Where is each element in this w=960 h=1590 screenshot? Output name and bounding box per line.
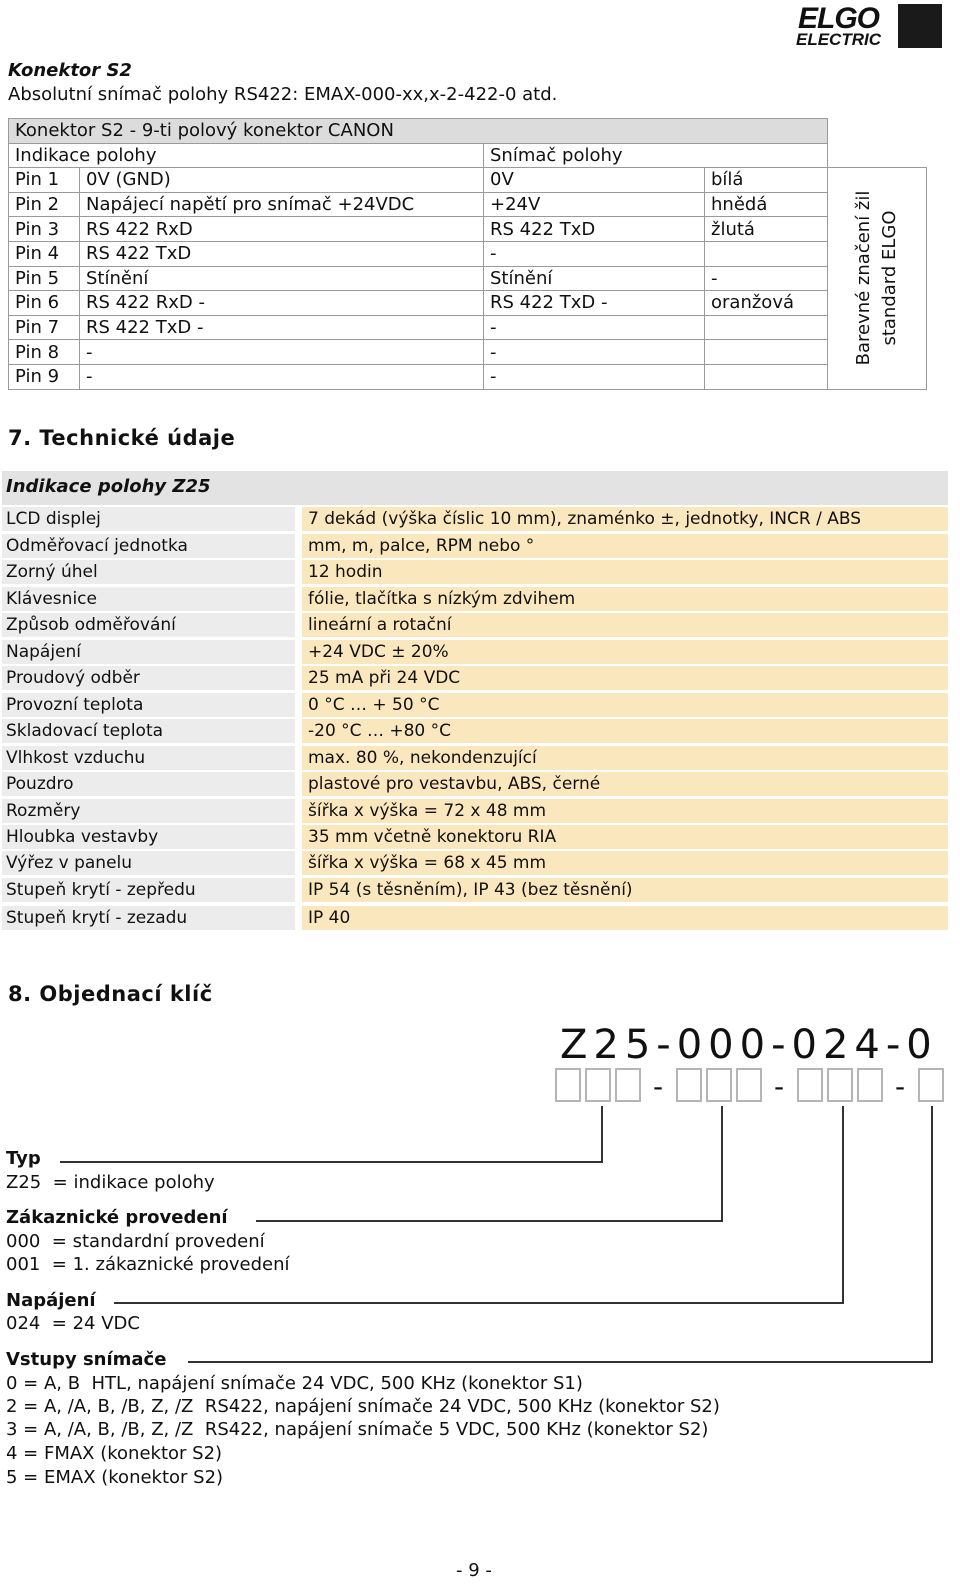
logo-line2: ELECTRIC <box>796 30 881 49</box>
logo-square <box>898 4 942 48</box>
section-7-heading: 7. Technické údaje <box>8 426 236 450</box>
spec-value: 25 mA při 24 VDC <box>302 666 948 690</box>
table-row <box>9 364 927 389</box>
spec-value: IP 54 (s těsněním), IP 43 (bez těsnění) <box>302 878 948 902</box>
legend-vstupy-line: 5 = EMAX (konektor S2) <box>6 1467 224 1488</box>
snimac-cell: 0V <box>484 168 705 193</box>
spec-row <box>2 799 948 823</box>
code-box <box>736 1068 762 1102</box>
order-code: Z25-000-024-0 <box>560 1022 938 1068</box>
barva-cell <box>705 241 828 266</box>
spec-label: Výřez v panelu <box>2 851 295 875</box>
barva-cell: žlutá <box>705 217 828 242</box>
col-header-indikace: Indikace polohy <box>9 143 484 168</box>
spec-label: Pouzdro <box>2 772 295 796</box>
pin-cell: Pin 8 <box>9 340 80 365</box>
color-coding-note <box>828 168 927 389</box>
indik-cell: Stínění <box>80 266 484 291</box>
legend-vstupy-line: 2 = A, /A, B, /B, Z, /Z RS422, napájení snímače 24 VDC, 500 KHz (konektor S2) <box>6 1396 720 1417</box>
snimac-cell: - <box>484 340 705 365</box>
pin-cell: Pin 9 <box>9 364 80 389</box>
pin-cell: Pin 3 <box>9 217 80 242</box>
spec-value: 12 hodin <box>302 560 948 584</box>
indik-cell: - <box>80 364 484 389</box>
spec-label: Odměřovací jednotka <box>2 534 295 558</box>
spec-label: Hloubka vestavby <box>2 825 295 849</box>
code-box <box>857 1068 883 1102</box>
connector-line <box>842 1106 844 1303</box>
indik-cell: RS 422 TxD - <box>80 315 484 340</box>
elgo-logo <box>794 0 946 52</box>
spec-row <box>2 666 948 690</box>
spec-row <box>2 719 948 743</box>
spec-row <box>2 507 948 531</box>
page-number: - 9 - <box>456 1560 492 1581</box>
code-dash: - <box>774 1070 785 1103</box>
spec-row <box>2 906 948 930</box>
spec-value: max. 80 %, nekondenzující <box>302 746 948 770</box>
connector-table <box>8 118 927 390</box>
connector-line <box>188 1361 933 1363</box>
spec-value: šířka x výška = 68 x 45 mm <box>302 851 948 875</box>
snimac-cell: - <box>484 241 705 266</box>
snimac-cell: RS 422 TxD - <box>484 291 705 316</box>
connector-line <box>721 1106 723 1221</box>
table-row <box>9 291 927 316</box>
spec-row <box>2 613 948 637</box>
spec-label: Vlhkost vzduchu <box>2 746 295 770</box>
spec-label: Stupeň krytí - zezadu <box>2 906 295 930</box>
section-8-heading: 8. Objednací klíč <box>8 982 213 1006</box>
z25-subheading: Indikace polohy Z25 <box>6 476 211 497</box>
legend-vstupy-line: 3 = A, /A, B, /B, Z, /Z RS422, napájení snímače 5 VDC, 500 KHz (konektor S2) <box>6 1419 709 1440</box>
code-box <box>585 1068 611 1102</box>
table-row <box>9 192 927 217</box>
spec-row <box>2 640 948 664</box>
spec-value: 7 dekád (výška číslic 10 mm), znaménko ±, jednotky, INCR / ABS <box>302 507 948 531</box>
barva-cell <box>705 340 828 365</box>
snimac-cell: Stínění <box>484 266 705 291</box>
connector-line <box>256 1220 723 1222</box>
indik-cell: RS 422 RxD - <box>80 291 484 316</box>
spec-row <box>2 851 948 875</box>
barva-cell <box>705 364 828 389</box>
spec-label: Napájení <box>2 640 295 664</box>
table-row <box>9 315 927 340</box>
legend-vstupy-line: 0 = A, B HTL, napájení snímače 24 VDC, 500 KHz (konektor S1) <box>6 1373 583 1394</box>
table-title: Konektor S2 - 9-ti polový konektor CANON <box>9 119 705 144</box>
pin-cell: Pin 6 <box>9 291 80 316</box>
barva-cell <box>705 315 828 340</box>
spec-label: Stupeň krytí - zepředu <box>2 878 295 902</box>
spec-value: IP 40 <box>302 906 948 930</box>
legend-typ-heading: Typ <box>6 1148 41 1169</box>
snimac-cell: - <box>484 315 705 340</box>
code-box <box>555 1068 581 1102</box>
legend-zakaznicke-line: 001 = 1. zákaznické provedení <box>6 1254 290 1275</box>
code-box <box>918 1068 944 1102</box>
snimac-cell: - <box>484 364 705 389</box>
pin-cell: Pin 4 <box>9 241 80 266</box>
pin-cell: Pin 1 <box>9 168 80 193</box>
spec-label: Rozměry <box>2 799 295 823</box>
snimac-cell: RS 422 TxD <box>484 217 705 242</box>
spec-row <box>2 534 948 558</box>
spec-value: fólie, tlačítka s nízkým zdvihem <box>302 587 948 611</box>
connector-line <box>114 1302 844 1304</box>
spec-label: Proudový odběr <box>2 666 295 690</box>
col-header-snimac: Snímač polohy <box>484 143 828 168</box>
spec-label: Způsob odměřování <box>2 613 295 637</box>
code-dash: - <box>895 1070 906 1103</box>
logo-line1: ELGO <box>798 2 880 35</box>
spec-value: mm, m, palce, RPM nebo ° <box>302 534 948 558</box>
legend-vstupy-heading: Vstupy snímače <box>6 1349 167 1370</box>
snimac-cell: +24V <box>484 192 705 217</box>
code-box <box>615 1068 641 1102</box>
spec-label: LCD displej <box>2 507 295 531</box>
spec-label: Klávesnice <box>2 587 295 611</box>
legend-typ-line: Z25 = indikace polohy <box>6 1172 215 1193</box>
table-row <box>9 340 927 365</box>
code-box <box>827 1068 853 1102</box>
spec-value: plastové pro vestavbu, ABS, černé <box>302 772 948 796</box>
legend-zakaznicke-heading: Zákaznické provedení <box>6 1207 228 1228</box>
table-row <box>9 266 927 291</box>
legend-napajeni-heading: Napájení <box>6 1290 96 1311</box>
indik-cell: RS 422 TxD <box>80 241 484 266</box>
code-box <box>797 1068 823 1102</box>
connector-line <box>931 1106 933 1362</box>
barva-cell: hnědá <box>705 192 828 217</box>
side-note-line2: standard ELGO <box>879 210 900 346</box>
side-note-line1: Barevné značení žil <box>853 190 874 366</box>
spec-row <box>2 693 948 717</box>
section-subtitle: Absolutní snímač polohy RS422: EMAX-000-xx,x-2-422-0 atd. <box>8 84 558 105</box>
spec-row <box>2 560 948 584</box>
spec-row <box>2 587 948 611</box>
spec-value: -20 °C … +80 °C <box>302 719 948 743</box>
table-row <box>9 217 927 242</box>
code-dash: - <box>653 1070 664 1103</box>
spec-row <box>2 772 948 796</box>
indik-cell: 0V (GND) <box>80 168 484 193</box>
legend-vstupy-line: 4 = FMAX (konektor S2) <box>6 1443 223 1464</box>
barva-cell: oranžová <box>705 291 828 316</box>
spec-row <box>2 825 948 849</box>
spec-row <box>2 878 948 902</box>
table-row <box>9 241 927 266</box>
connector-line <box>601 1106 603 1162</box>
spec-label: Zorný úhel <box>2 560 295 584</box>
z25-subheading-bar <box>2 471 948 505</box>
barva-cell: bílá <box>705 168 828 193</box>
spec-value: 35 mm včetně konektoru RIA <box>302 825 948 849</box>
pin-cell: Pin 2 <box>9 192 80 217</box>
connector-line <box>60 1161 603 1163</box>
table-row <box>9 168 927 193</box>
spec-value: šířka x výška = 72 x 48 mm <box>302 799 948 823</box>
section-title: Konektor S2 <box>8 60 132 81</box>
indik-cell: - <box>80 340 484 365</box>
spec-value: +24 VDC ± 20% <box>302 640 948 664</box>
pin-cell: Pin 5 <box>9 266 80 291</box>
spec-label: Provozní teplota <box>2 693 295 717</box>
indik-cell: Napájecí napětí pro snímač +24VDC <box>80 192 484 217</box>
legend-napajeni-line: 024 = 24 VDC <box>6 1313 140 1334</box>
code-box <box>676 1068 702 1102</box>
spec-value: lineární a rotační <box>302 613 948 637</box>
spec-label: Skladovací teplota <box>2 719 295 743</box>
code-box <box>706 1068 732 1102</box>
indik-cell: RS 422 RxD <box>80 217 484 242</box>
spec-row <box>2 746 948 770</box>
pin-cell: Pin 7 <box>9 315 80 340</box>
spec-value: 0 °C … + 50 °C <box>302 693 948 717</box>
legend-zakaznicke-line: 000 = standardní provedení <box>6 1231 265 1252</box>
barva-cell: - <box>705 266 828 291</box>
